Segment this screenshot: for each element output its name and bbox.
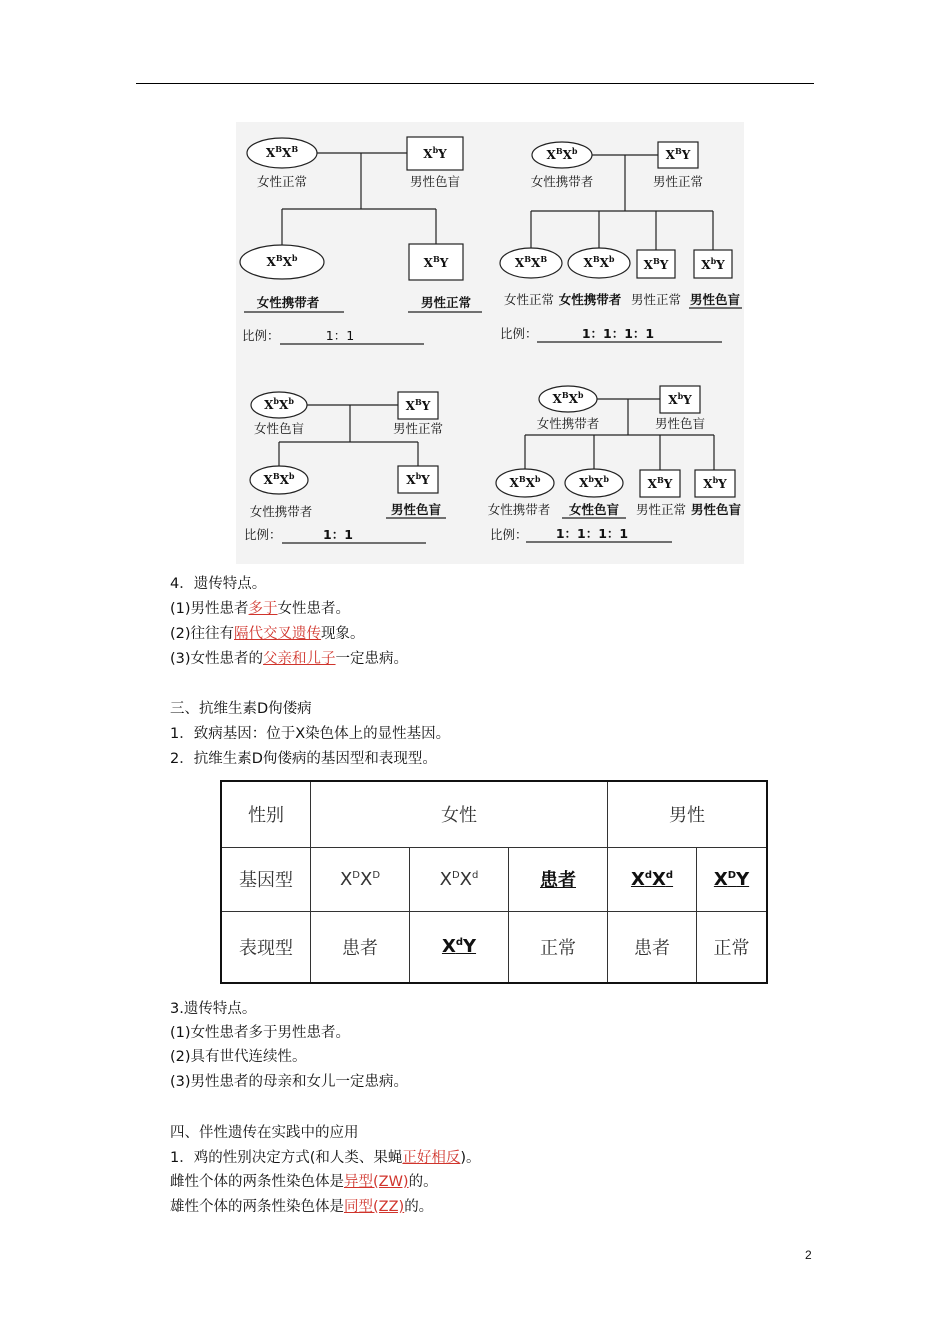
p1-child1-label: 女性携带者 (256, 295, 320, 310)
answer-fill-5: 异型(ZW) (344, 1174, 409, 1190)
p4-child2-label: 女性色盲 (568, 502, 620, 517)
p2-child2-genotype: $X^BX^b$ (583, 254, 615, 270)
p2-child1-genotype: $X^BX^B$ (514, 254, 548, 270)
p1-child2-genotype: $X^BY$ (423, 254, 449, 270)
cell-phenotype-4: 患者 (608, 911, 697, 983)
pedigree-figure (236, 122, 744, 564)
cell-phenotype-2: $X^dY$ (410, 911, 509, 983)
section3-point-2: 2．抗维生素D佝偻病的基因型和表现型。 (170, 751, 437, 767)
p4-ratio: 1：1：1：1 (555, 526, 629, 541)
p2-child4-label: 男性色盲 (689, 292, 741, 307)
p1-ratio: 1：1 (325, 328, 355, 343)
cell-genotype-3: 患者 (509, 847, 608, 911)
p3-mother-genotype: $X^bX^b$ (264, 396, 294, 412)
p3-father-label: 男性正常 (392, 421, 444, 436)
p3-ratio: 1：1 (323, 527, 353, 542)
row-label-phenotype: 表现型 (221, 911, 311, 983)
p2-ratio-label: 比例： (500, 326, 538, 341)
p1-mother-label: 女性正常 (256, 174, 308, 189)
p4-ratio-label: 比例： (490, 527, 528, 542)
p4-mother-genotype: $X^BX^b$ (552, 390, 584, 406)
section3-trait-1: (1)女性患者多于男性患者。 (170, 1025, 351, 1041)
p4-father-genotype: $X^bY$ (668, 391, 692, 407)
cell-genotype-4: $X^dX^d$ (608, 847, 697, 911)
p2-child3-genotype: $X^BY$ (643, 256, 669, 272)
answer-fill-3: 父亲和儿子 (263, 651, 336, 667)
page-number: 2 (805, 1248, 812, 1262)
p3-ratio-label: 比例： (244, 527, 282, 542)
section4-female-line: 雌性个体的两条性染色体是异型(ZW)的。 (170, 1174, 438, 1190)
p2-child2-label: 女性携带者 (558, 292, 622, 307)
row-label-genotype: 基因型 (221, 847, 311, 911)
p4-child1-label: 女性携带者 (487, 502, 551, 517)
answer-fill-6: 同型(ZZ) (344, 1199, 405, 1215)
cell-genotype-2: $X^DX^d$ (410, 847, 509, 911)
p4-father-label: 男性色盲 (654, 416, 706, 431)
pedigree-panel-4 (488, 386, 742, 542)
section3-traits-heading: 3.遗传特点。 (170, 1001, 257, 1017)
traits-heading: 4．遗传特点。 (170, 576, 267, 592)
trait-item-3: (3)女性患者的父亲和儿子一定患病。 (170, 651, 409, 667)
section3-title: 三、抗维生素D佝偻病 (170, 701, 312, 717)
p4-child3-label: 男性正常 (635, 502, 687, 517)
section3-trait-3: (3)男性患者的母亲和女儿一定患病。 (170, 1074, 409, 1090)
header-sex: 性别 (221, 781, 311, 847)
p3-mother-label: 女性色盲 (253, 421, 305, 436)
p4-child4-label: 男性色盲 (690, 502, 742, 517)
section4-male-line: 雄性个体的两条性染色体是同型(ZZ)的。 (170, 1199, 434, 1215)
p4-child4-genotype: $X^bY$ (703, 475, 727, 491)
p4-child1-genotype: $X^BX^b$ (509, 474, 541, 490)
cell-genotype-5: $X^DY$ (697, 847, 768, 911)
p2-mother-label: 女性携带者 (530, 174, 594, 189)
answer-fill-2: 隔代交叉遗传 (234, 626, 322, 642)
answer-fill-1: 多于 (248, 601, 278, 617)
p3-child1-label: 女性携带者 (249, 504, 313, 519)
p2-child3-label: 男性正常 (630, 292, 682, 307)
p2-ratio: 1：1：1：1 (581, 326, 655, 341)
p1-child2-label: 男性正常 (420, 295, 472, 310)
p1-father-label: 男性色盲 (409, 174, 461, 189)
header-female: 女性 (311, 781, 608, 847)
pedigree-panel-1 (240, 137, 482, 344)
p4-child2-genotype: $X^bX^b$ (579, 474, 609, 490)
p4-mother-label: 女性携带者 (536, 416, 600, 431)
cell-phenotype-3: 正常 (509, 911, 608, 983)
section3-point-1: 1．致病基因：位于X染色体上的显性基因。 (170, 726, 451, 742)
p1-child1-genotype: $X^BX^b$ (266, 253, 298, 269)
header-male: 男性 (608, 781, 768, 847)
section3-trait-2: (2)具有世代连续性。 (170, 1049, 307, 1065)
p3-child1-genotype: $X^BX^b$ (263, 471, 295, 487)
p2-father-genotype: $X^BY$ (665, 146, 691, 162)
p4-child3-genotype: $X^BY$ (647, 475, 673, 491)
cell-phenotype-5: 正常 (697, 911, 768, 983)
cell-phenotype-1: 患者 (311, 911, 410, 983)
section4-title: 四、伴性遗传在实践中的应用 (170, 1125, 359, 1141)
p3-child2-genotype: $X^bY$ (406, 471, 430, 487)
trait-item-2: (2)往往有隔代交叉遗传现象。 (170, 626, 365, 642)
p1-father-genotype: $X^bY$ (423, 145, 447, 161)
p1-ratio-label: 比例： (242, 328, 280, 343)
pedigree-svg (236, 122, 744, 564)
p2-child1-label: 女性正常 (503, 292, 555, 307)
pedigree-panel-3 (244, 392, 446, 543)
p3-father-genotype: $X^BY$ (405, 397, 431, 413)
answer-fill-4: 正好相反 (402, 1150, 461, 1166)
trait-item-1: (1)男性患者多于女性患者。 (170, 601, 351, 617)
header-rule (136, 83, 814, 84)
p1-mother-genotype: $X^BX^B$ (265, 144, 299, 160)
p2-child4-genotype: $X^bY$ (701, 256, 725, 272)
p2-father-label: 男性正常 (652, 174, 704, 189)
genotype-phenotype-table (220, 780, 768, 984)
p3-child2-label: 男性色盲 (390, 502, 442, 517)
p2-mother-genotype: $X^BX^b$ (546, 146, 578, 162)
cell-genotype-1: $X^DX^D$ (311, 847, 410, 911)
section4-point-1: 1．鸡的性别决定方式(和人类、果蝇正好相反)。 (170, 1150, 481, 1166)
pedigree-panel-2 (500, 142, 742, 342)
